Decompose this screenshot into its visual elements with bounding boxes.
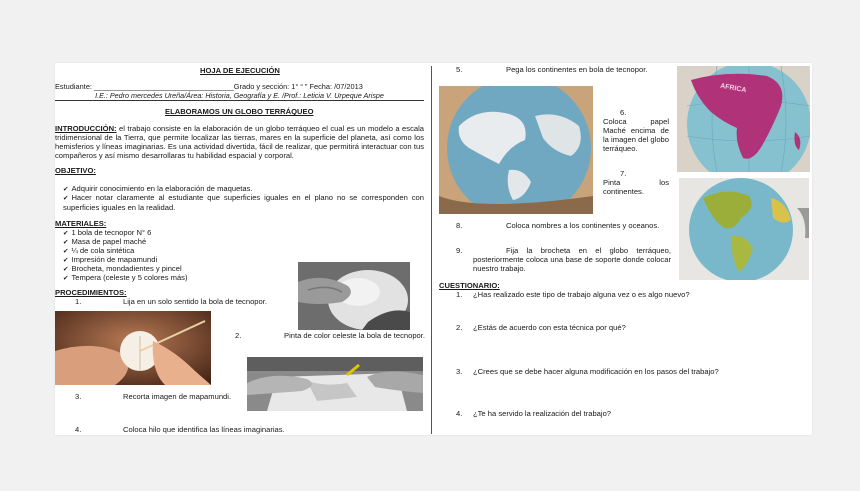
intro-text: el trabajo consiste en la elaboración de un globo terráqueo el cual es un modelo a escala tridimensional de la Tierra, que permite localizar las tierras, mares en la superficie del planeta, así como los hemisferios y líneas imaginarias. Es una actividad divertida, fácil de realizar, que permitirá interactuar con tus compañeros y así mismo desarrollaras tu habilidad espacial y corporal.: [55, 124, 424, 160]
objetivo-item: ✔ Adquirir conocimiento en la elaboración de maquetas.: [63, 184, 424, 194]
objetivo-heading: OBJETIVO:: [55, 166, 96, 175]
student-line: Estudiante: __________________________________Grado y sección: 1° “ ” Fecha: /07/2013: [55, 82, 363, 91]
procedimientos-heading: PROCEDIMIENTOS:: [55, 288, 127, 297]
step-number: 6.: [620, 108, 627, 117]
materiales-heading: MATERIALES:: [55, 219, 107, 228]
material-item: ✔ Tempera (celeste y 5 colores más): [63, 273, 188, 283]
photo-ball-on-stick: [55, 311, 211, 385]
question-text: ¿Has realizado este tipo de trabajo alguna vez o es algo nuevo?: [473, 290, 690, 299]
step-number: 1.: [75, 297, 82, 306]
column-divider: [431, 66, 432, 434]
step-text: Pinta de color celeste la bola de tecnopor.: [284, 331, 425, 340]
photo-sanding-ball: [298, 262, 410, 330]
material-item: ✔ Brocheta, mondadientes y pincel: [63, 264, 182, 274]
objetivo-item: ✔ Hacer notar claramente al estudiante que superficies iguales en el plano no se corresponden con superficies iguales en la realidad.: [63, 193, 424, 212]
photo-cutting-map: [247, 357, 423, 411]
step-number: 4.: [75, 425, 82, 434]
intro-label: INTRODUCCIÓN:: [55, 124, 117, 133]
step-number: 3.: [75, 392, 82, 401]
question-number: 2.: [456, 323, 463, 332]
step-text: Pega los continentes en bola de tecnopor.: [506, 65, 648, 74]
step-number: 8.: [456, 221, 463, 230]
step-text: Lija en un solo sentido la bola de tecnopor.: [123, 297, 267, 306]
globe-africa-label: AFRICA: [719, 82, 747, 95]
step-text: Coloca nombres a los continentes y oceanos.: [506, 221, 660, 230]
step-number: 2.: [235, 331, 242, 340]
material-item: ✔ Impresión de mapamundi: [63, 255, 157, 265]
intro-paragraph: [55, 124, 424, 160]
question-text: ¿Estás de acuerdo con esta técnica por qué?: [473, 323, 626, 332]
question-number: 1.: [456, 290, 463, 299]
material-item: ✔ Masa de papel maché: [63, 237, 146, 247]
question-number: 3.: [456, 367, 463, 376]
step-text: Coloca papel Maché encima de la imagen del globo terráqueo.: [603, 117, 669, 153]
school-line: I.E.: Pedro mercedes Ureña/Área: Historia, Geografía y E. /Prof.: Leticia V. Urpeque Arispe: [95, 91, 384, 100]
question-number: 4.: [456, 409, 463, 418]
header-rule: [55, 100, 424, 101]
photo-green-continents-globe: [679, 178, 809, 280]
photo-painted-africa-globe: [677, 66, 810, 172]
step-text: Fija la brocheta en el globo terráqueo, posteriormente coloca una base de soporte donde colocar nuestro trabajo.: [473, 246, 671, 273]
question-text: ¿Crees que se debe hacer alguna modificación en los pasos del trabajo?: [473, 367, 719, 376]
worksheet-title: HOJA DE EJECUCIÓN: [200, 66, 280, 75]
step-number: 9.: [456, 246, 463, 255]
worksheet-subtitle: ELABORAMOS UN GLOBO TERRÁQUEO: [165, 107, 314, 116]
material-item: ✔ 1 bola de tecnopor N° 6: [63, 228, 151, 238]
cuestionario-heading: CUESTIONARIO:: [439, 281, 500, 290]
question-text: ¿Te ha servido la realización del trabajo?: [473, 409, 612, 418]
step-number: 7.: [620, 169, 627, 178]
step-text: Pinta los continentes.: [603, 178, 669, 196]
material-item: ✔ ¼ de cola sintética: [63, 246, 134, 256]
step-text: Coloca hilo que identifica las líneas imaginarias.: [123, 425, 285, 434]
photo-papier-mache-globe: [439, 86, 593, 214]
step-number: 5.: [456, 65, 463, 74]
step-text: Recorta imagen de mapamundi.: [123, 392, 232, 401]
